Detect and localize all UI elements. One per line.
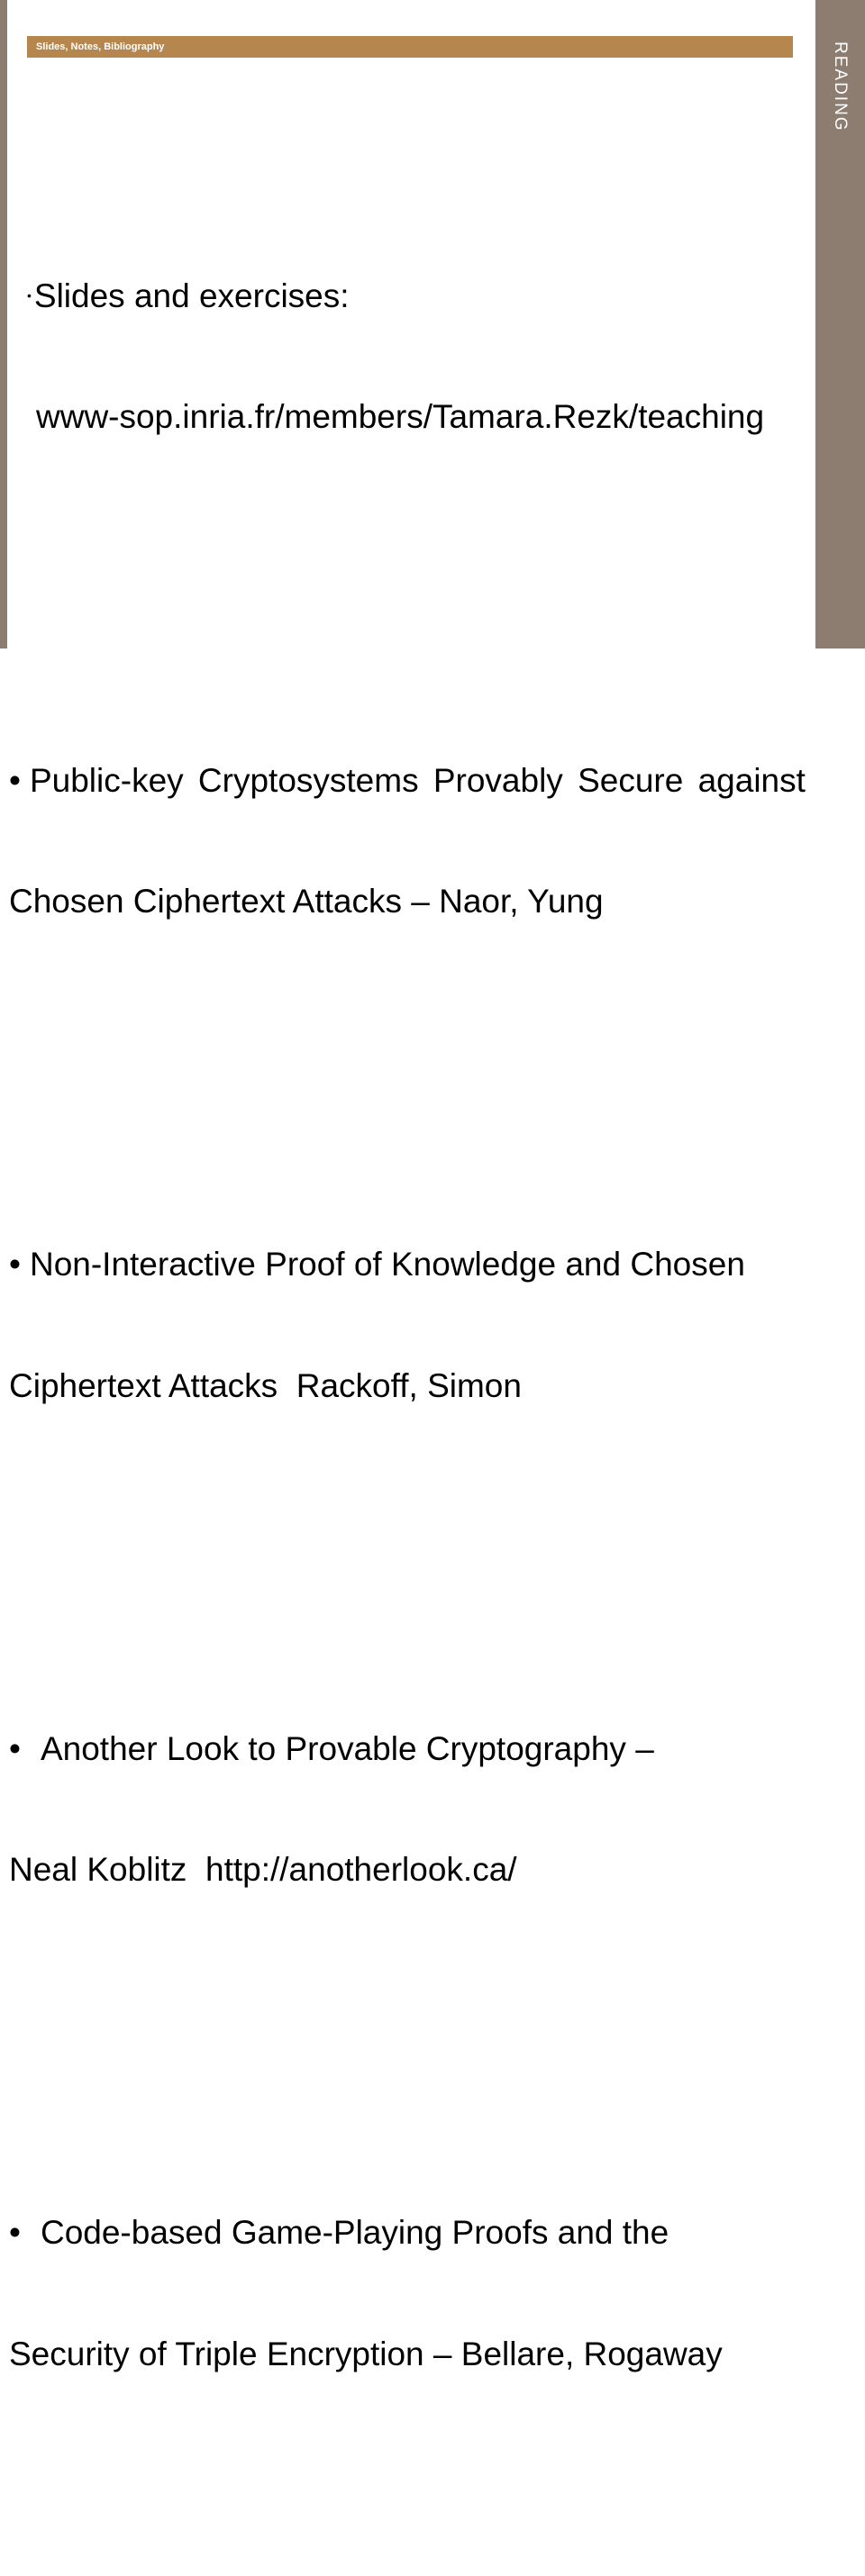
list-item-line xyxy=(9,882,811,922)
list-item-text: Slides and exercises: xyxy=(33,277,350,314)
list-item-line xyxy=(9,1245,811,1285)
bullet: • xyxy=(9,1729,21,1767)
list-item-text: Neal Koblitz http://anotherlook.ca/ xyxy=(9,1851,517,1889)
list-item xyxy=(9,2133,811,2455)
list-item xyxy=(9,1165,811,1487)
list-item-line xyxy=(9,397,811,438)
list-item xyxy=(9,195,811,518)
list-item-line xyxy=(9,1729,811,1770)
reading-list xyxy=(9,75,811,2576)
course-url: www-sop.inria.fr/members/Tamara.Rezk/teaching xyxy=(36,398,765,436)
list-item-text: Another Look to Provable Cryptography – xyxy=(40,1729,654,1767)
section-title: READING xyxy=(831,41,850,132)
bullet: • xyxy=(9,1246,21,1283)
list-item-line xyxy=(9,761,811,802)
bullet: • xyxy=(9,761,21,799)
list-item-line xyxy=(9,2335,811,2375)
list-item-text: Ciphertext Attacks Rackoff, Simon xyxy=(9,1366,522,1404)
list-item-line xyxy=(9,277,811,317)
list-item-text: Chosen Ciphertext Attacks – Naor, Yung xyxy=(9,882,604,920)
side-panel xyxy=(815,0,865,649)
list-item-text: Code-based Game-Playing Proofs and the xyxy=(40,2214,669,2252)
list-item-line xyxy=(9,1366,811,1407)
list-item-line xyxy=(9,2213,811,2254)
list-item xyxy=(9,1648,811,1971)
list-item-text: Non-Interactive Proof of Knowledge and Chosen xyxy=(29,1246,745,1283)
list-item xyxy=(9,680,811,1002)
list-item-text: Public-key Cryptosystems Provably Secure against xyxy=(29,761,806,799)
list-item-text: Security of Triple Encryption – Bellare, Rogaway xyxy=(9,2335,723,2372)
bullet: • xyxy=(27,287,32,303)
header-label: Slides, Notes, Bibliography xyxy=(36,41,165,52)
list-item-line xyxy=(9,1850,811,1891)
header-bar xyxy=(27,36,793,58)
bullet: • xyxy=(9,2214,21,2252)
left-accent-strip xyxy=(0,0,7,649)
